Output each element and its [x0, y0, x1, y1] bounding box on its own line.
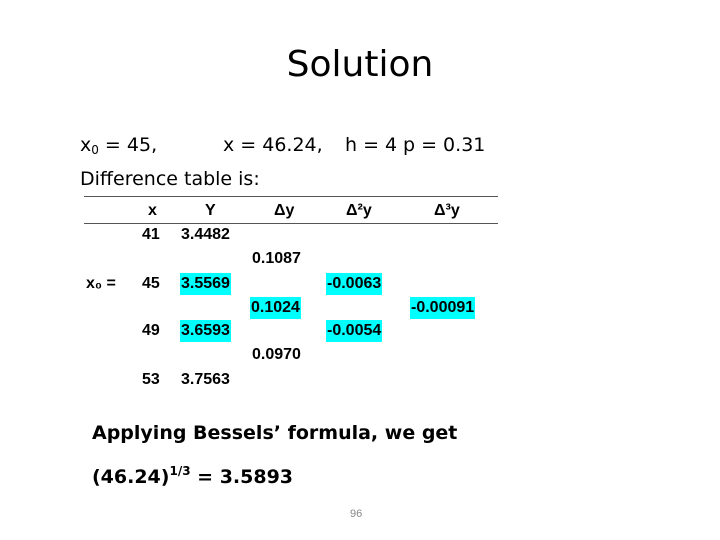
delta1-value: 0.1087: [252, 250, 301, 267]
y-value: 3.7563: [181, 371, 230, 388]
x-value: 41: [142, 226, 160, 243]
result-exponent: 1/3: [169, 464, 191, 478]
header-delta-y: Δy: [274, 202, 295, 219]
result-line: [92, 464, 293, 488]
y-value-highlighted: 3.5569: [180, 273, 231, 295]
h-given: h = 4: [345, 134, 398, 156]
p-given: p = 0.31: [403, 134, 486, 156]
x0-marker: x₀ =: [86, 275, 116, 292]
header-y: Y: [205, 202, 216, 219]
result-base: (46.24): [92, 466, 170, 488]
delta2-value-highlighted: -0.0054: [326, 320, 382, 342]
x0-given: $x_0 = 45$,: [80, 134, 158, 157]
x-value: 45: [142, 275, 160, 292]
x-given: x = 46.24,: [223, 134, 323, 156]
bessel-statement: Applying Bessels’ formula, we get: [92, 422, 458, 444]
table-top-rule: [84, 196, 498, 197]
delta3-value-highlighted: -0.00091: [410, 297, 475, 319]
difference-table: [84, 196, 498, 394]
page-number: 96: [350, 508, 363, 520]
delta1-value: 0.0970: [252, 346, 301, 363]
slide-title: Solution: [286, 44, 434, 85]
header-delta2-y: Δ²y: [346, 202, 372, 219]
table-intro: Difference table is:: [80, 168, 260, 190]
y-value: 3.4482: [181, 226, 230, 243]
x-value: 49: [142, 322, 160, 339]
y-value-highlighted: 3.6593: [180, 320, 231, 342]
delta2-value-highlighted: -0.0063: [326, 273, 382, 295]
header-delta3-y: Δ³y: [434, 202, 460, 219]
delta1-value-highlighted: 0.1024: [250, 297, 301, 319]
x-value: 53: [142, 371, 160, 388]
result-value: = 3.5893: [190, 466, 294, 488]
header-x: x: [148, 202, 157, 219]
